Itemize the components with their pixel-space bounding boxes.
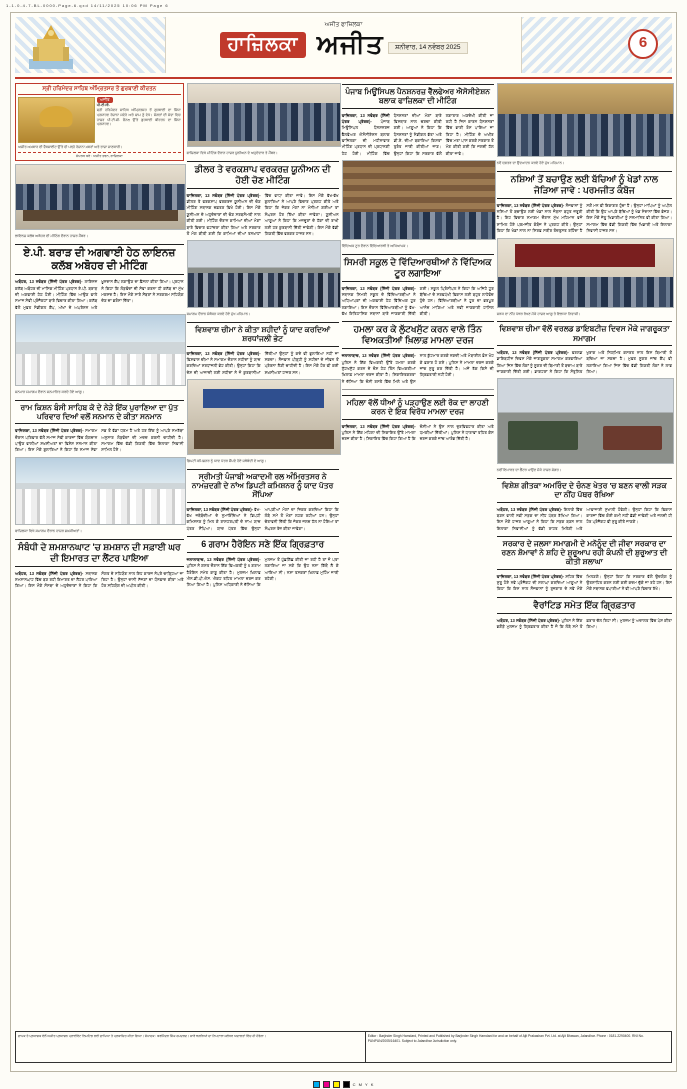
headline-a14: 6 ਗਰਾਮ ਹੈਰੋਇਨ ਸਣੇ ਇੱਕ ਗ੍ਰਿਫ਼ਤਾਰ — [187, 536, 339, 553]
photo-caption: ਸਮਾਗਮ ਦੌਰਾਨ ਸੰਬੋਧਨ ਕਰਦੇ ਹੋਏ ਮੁੱਖ ਮਹਿਮਾਨ। — [186, 312, 251, 317]
body-a5 — [342, 286, 494, 318]
body-a11 — [497, 507, 672, 532]
headline-a10: ਸ੍ਰੀਮਤੀ ਪੰਜਾਬੀ ਅਕਾਦਮੀ ਰਲ ਅੰਮ੍ਰਿਤਸਰ ਨੇ ਨਾਮਜ਼ਦਗੀ ਦੇ ਨਾਂਅ ਡਿਪਟੀ ਕਮਿਸ਼ਨਰ ਨੂੰ ਯਾਦ ਪੱਤਰ ਸੌਂਪਿਆ — [187, 469, 339, 503]
body-a12 — [497, 574, 672, 593]
ad-title: ਸ੍ਰੀ ਹਰਿਮੰਦਰ ਸਾਹਿਬ ਅੰਮ੍ਰਿਤਸਰ ਤੋਂ ਗੁਰਬਾਣੀ ਕੀਰਤਨ — [18, 86, 181, 95]
bodytext-a7: ਵਿਸ਼ਵਾਸ਼ ਚੀਮਾ ਨੇ ਸਮਾਗਮ ਦੌਰਾਨ ਸ਼ਹੀਦਾਂ ਨੂੰ ਯਾਦ ਕਰਦਿਆਂ ਸ਼ਰਧਾਂਜਲੀ ਭੇਟ ਕੀਤੀ। ਉਨ੍ਹਾਂ ਕਿਹਾ ਕਿ ਦੇਸ਼ ਦੀ ਆਜ਼ਾਦੀ ਲਈ ਸ਼ਹੀਦਾਂ ਨੇ ਜੋ ਕੁਰਬਾਨੀਆਂ ਦਿੱਤੀਆਂ ਉਨ੍ਹਾਂ ਨੂੰ ਕਦੇ ਵੀ ਭੁਲਾਇਆ ਨਹੀਂ ਜਾ ਸਕਦਾ। ਨੌਜਵਾਨ ਪੀੜ੍ਹੀ ਨੂੰ ਸ਼ਹੀਦਾਂ ਦੇ ਜੀਵਨ ਤੋਂ ਪ੍ਰੇਰਨਾ ਲੈਣੀ ਚਾਹੀਦੀ ਹੈ। ਇਸ ਮੌਕੇ ਹੋਰ ਵੀ ਕਈ ਸ਼ਖ਼ਸੀਅਤਾਂ ਹਾਜ਼ਰ ਸਨ। — [186, 350, 339, 375]
dateline-a5: ਫਾਜ਼ਿਲਕਾ, 13 ਨਵੰਬਰ (ਨਿੱਜੀ ਪੱਤਰ ਪ੍ਰੇਰਕ)- — [341, 285, 416, 291]
photo-ribbon-cutting — [497, 83, 674, 157]
headline-a3: ਨਸ਼ਿਆਂ ਤੋਂ ਬਚਾਉਣ ਲਈ ਬੱਚਿਆਂ ਨੂੰ ਖੇਡਾਂ ਨਾਲ ਜੋੜਿਆ ਜਾਵੇ : ਪਰਮਜੀਤ ਕੰਬੋਜ — [497, 171, 672, 199]
photo-caption: ਸੜਕ ਦਾ ਨੀਂਹ ਪੱਥਰ ਰੱਖਣ ਮੌਕੇ ਹਾਜ਼ਰ ਆਗੂ ਤੇ ਇਲਾਕਾ ਨਿਵਾਸੀ। — [496, 311, 581, 316]
page-number: 6 — [628, 29, 658, 59]
cyan-swatch — [313, 1081, 320, 1088]
dateline-a7: ਫਾਜ਼ਿਲਕਾ, 13 ਨਵੰਬਰ (ਨਿੱਜੀ ਪੱਤਰ ਪ੍ਰੇਰਕ)- — [186, 350, 261, 356]
headline-a11: ਵਿਸ਼ੇਸ਼ ਗੀਤਕਾ ਅਮਰਿੰਦ ਦੇ ਚੰਨਣ ਖੇਤਰ 'ਚ ਬਣਨ ਵਾਲੀ ਸੜਕ ਦਾ ਨੀਂਹ ਪੱਥਰ ਰੱਖਿਆ — [497, 478, 672, 503]
body-a15 — [342, 424, 494, 443]
photo-caption: ਸਨਮਾਨ ਸਮਾਗਮ ਦੌਰਾਨ ਸਨਮਾਨਿਤ ਕਰਦੇ ਹੋਏ ਆਗੂ। — [15, 390, 85, 395]
photo-caption: ਡਿਪਟੀ ਕਮਿਸ਼ਨਰ ਨੂੰ ਯਾਦ ਪੱਤਰ ਸੌਂਪਦੇ ਹੋਏ ਜਥੇਬੰਦੀ ਦੇ ਆਗੂ। — [186, 458, 267, 463]
photo-market-shop — [342, 160, 496, 240]
dateline-a14: ਜਲਾਲਾਬਾਦ, 13 ਨਵੰਬਰ (ਨਿੱਜੀ ਪੱਤਰ ਪ੍ਰੇਰਕ)- — [186, 556, 261, 562]
body-a2 — [342, 113, 494, 157]
body-a10 — [187, 507, 339, 532]
photo-office-handover — [187, 379, 341, 455]
photo-group-1 — [15, 314, 186, 386]
bodytext-a1: ਡੀਲਰ ਤੇ ਵਰਕਸ਼ਾਪ ਵਰਕਰਜ਼ ਯੂਨੀਅਨ ਦੀ ਚੋਣ ਮੀਟਿੰਗ ਸਥਾਨਕ ਦਫ਼ਤਰ ਵਿਖੇ ਹੋਈ। ਇਸ ਮੌਕੇ ਯੂਨੀਅਨ ਦੇ ਅਹੁਦੇਦਾਰਾਂ ਦੀ ਚੋਣ ਸਰਬਸੰਮਤੀ ਨਾਲ ਕੀਤੀ ਗਈ। ਮੀਟਿੰਗ ਦੌਰਾਨ ਕਾਮਿਆਂ ਦੀਆਂ ਮੰਗਾਂ ਬਾਰੇ ਵਿਚਾਰ ਵਟਾਂਦਰਾ ਕੀਤਾ ਗਿਆ ਅਤੇ ਸਰਕਾਰ ਤੋਂ ਮੰਗ ਕੀਤੀ ਗਈ ਕਿ ਕਾਮਿਆਂ ਦੀਆਂ ਤਨਖ਼ਾਹਾਂ ਵਿੱਚ ਵਾਧਾ ਕੀਤਾ ਜਾਵੇ। ਇਸ ਮੌਕੇ ਵੱਖ-ਵੱਖ ਬੁਲਾਰਿਆਂ ਨੇ ਆਪਣੇ ਵਿਚਾਰ ਪ੍ਰਗਟ ਕੀਤੇ ਅਤੇ ਕਿਹਾ ਕਿ ਜੇਕਰ ਮੰਗਾਂ ਨਾ ਮੰਨੀਆਂ ਗਈਆਂ ਤਾਂ ਸੰਘਰਸ਼ ਹੋਰ ਤਿੱਖਾ ਕੀਤਾ ਜਾਵੇਗਾ। ਯੂਨੀਅਨ ਆਗੂਆਂ ਨੇ ਕਿਹਾ ਕਿ ਮਜ਼ਦੂਰਾਂ ਦੇ ਹੱਕਾਂ ਦੀ ਰਾਖੀ ਲਈ ਹਰ ਕੁਰਬਾਨੀ ਦਿੱਤੀ ਜਾਵੇਗੀ। ਇਸ ਮੌਕੇ ਵੱਡੀ ਗਿਣਤੀ ਵਿੱਚ ਵਰਕਰ ਹਾਜ਼ਰ ਸਨ। — [186, 192, 339, 236]
dateline-a3: ਫਾਜ਼ਿਲਕਾ, 13 ਨਵੰਬਰ (ਨਿੱਜੀ ਪੱਤਰ ਪ੍ਰੇਰਕ)- — [496, 202, 565, 208]
ad-text-2: ਅਜੀਤ ਅਖ਼ਬਾਰ ਦੀ ਵੈੱਬਸਾਈਟ ਉੱਤੇ ਵੀ ਪੜ੍ਹੋ ਰੋਜ਼ਾਨਾ ਖ਼ਬਰਾਂ ਅਤੇ ਤਾਜ਼ਾ ਜਾਣਕਾਰੀ। — [18, 144, 123, 149]
cmyk-label: C M Y K — [352, 1081, 375, 1087]
body-a1 — [187, 193, 339, 237]
photo-award-ceremony — [187, 83, 341, 147]
column-1 — [15, 83, 184, 1029]
bodytext-a9: ਸਮਾਗਮ ਦੌਰਾਨ ਪਰਿਵਾਰ ਵੱਲੋਂ ਸਮਾਜ ਸੇਵੀ ਕਾਰਜਾਂ ਵਿੱਚ ਯੋਗਦਾਨ ਪਾਉਣ ਵਾਲੀਆਂ ਸ਼ਖ਼ਸੀਅਤਾਂ ਦਾ ਵਿਸ਼ੇਸ਼ ਸਨਮਾਨ ਕੀਤਾ ਗਿਆ। ਇਸ ਮੌਕੇ ਬੁਲਾਰਿਆਂ ਨੇ ਕਿਹਾ ਕਿ ਸਮਾਜ ਸੇਵਾ ਸਭ ਤੋਂ ਵੱਡਾ ਧਰਮ ਹੈ ਅਤੇ ਹਰ ਇੱਕ ਨੂੰ ਆਪਣੇ ਸਮਰੱਥਾ ਅਨੁਸਾਰ ਲੋੜਵੰਦਾਂ ਦੀ ਮਦਦ ਕਰਨੀ ਚਾਹੀਦੀ ਹੈ। ਸਮਾਗਮ ਵਿੱਚ ਵੱਡੀ ਗਿਣਤੀ ਵਿੱਚ ਇਲਾਕਾ ਨਿਵਾਸੀ ਸ਼ਾਮਿਲ ਹੋਏ। — [15, 428, 184, 453]
headline-a6: ਹਮਲਾ ਕਰ ਕੇ ਲੁੱਟਖਸੁੱਟ ਕਰਨ ਵਾਲੇ ਤਿੰਨ ਵਿਅਕਤੀਆਂ ਖ਼ਿਲਾਫ਼ ਮਾਮਲਾ ਦਰਜ — [342, 321, 494, 349]
headline-a8: ਵਿਸ਼ਵਾਸ਼ ਚੀਮਾ ਵੱਲੋਂ ਵਰਲਡ ਡਾਇਬਟੀਜ਼ ਦਿਵਸ ਮੌਕੇ ਜਾਗਰੂਕਤਾ ਸਮਾਗਮ — [497, 321, 672, 346]
dateline-a1: ਫਾਜ਼ਿਲਕਾ, 13 ਨਵੰਬਰ (ਨਿੱਜੀ ਪੱਤਰ ਪ੍ਰੇਰਕ)- — [186, 192, 261, 198]
bodytext-a3: ਨੌਜਵਾਨਾਂ ਨੂੰ ਨਸ਼ਿਆਂ ਤੋਂ ਬਚਾਉਣ ਲਈ ਖੇਡਾਂ ਨਾਲ ਜੋੜਨਾ ਬਹੁਤ ਜ਼ਰੂਰੀ ਹੈ। ਇਹ ਵਿਚਾਰ ਸਮਾਗਮ ਦੌਰਾਨ ਮੁੱਖ ਮਹਿਮਾਨ ਵਜੋਂ ਸ਼ਾਮਿਲ ਹੋਏ ਪਰਮਜੀਤ ਕੰਬੋਜ ਨੇ ਪ੍ਰਗਟ ਕੀਤੇ। ਉਨ੍ਹਾਂ ਕਿਹਾ ਕਿ ਖੇਡਾਂ ਨਾਲ ਨਾ ਸਿਰਫ਼ ਸਰੀਰ ਤੰਦਰੁਸਤ ਰਹਿੰਦਾ ਹੈ ਸਗੋਂ ਮਨ ਵੀ ਇਕਾਗਰ ਹੁੰਦਾ ਹੈ। ਉਨ੍ਹਾਂ ਮਾਪਿਆਂ ਨੂੰ ਅਪੀਲ ਕੀਤੀ ਕਿ ਉਹ ਆਪਣੇ ਬੱਚਿਆਂ ਨੂੰ ਖੇਡ ਮੈਦਾਨਾਂ ਵਿੱਚ ਭੇਜਣ। ਇਸ ਮੌਕੇ ਜੇਤੂ ਖਿਡਾਰੀਆਂ ਨੂੰ ਸਨਮਾਨਿਤ ਵੀ ਕੀਤਾ ਗਿਆ। ਸਮਾਗਮ ਵਿੱਚ ਵੱਡੀ ਗਿਣਤੀ ਵਿੱਚ ਖਿਡਾਰੀ ਅਤੇ ਇਲਾਕਾ ਨਿਵਾਸੀ ਹਾਜ਼ਰ ਸਨ। — [496, 202, 672, 234]
photo-caption: ਨਵੀਂ ਇਮਾਰਤ ਦਾ ਲੈਂਟਰ ਪਾਉਣ ਮੌਕੇ ਹਾਜ਼ਰ ਸੰਗਤ। — [496, 468, 562, 473]
photo-caption: ਨਵੇਂ ਦਫ਼ਤਰ ਦਾ ਉਦਘਾਟਨ ਕਰਦੇ ਹੋਏ ਮੁੱਖ ਮਹਿਮਾਨ। — [496, 161, 565, 165]
bodytext-a16: ਪੁਲਿਸ ਨੇ ਇੱਕ ਭਗੌੜੇ ਮੁਲਜ਼ਮ ਨੂੰ ਗ੍ਰਿਫ਼ਤਾਰ ਕੀਤਾ ਹੈ ਜੋ ਕਿ ਲੰਬੇ ਸਮੇਂ ਤੋਂ ਫ਼ਰਾਰ ਚੱਲ ਰਿਹਾ ਸੀ। ਮੁਲਜ਼ਮ ਨੂੰ ਅਦਾਲਤ ਵਿੱਚ ਪੇਸ਼ ਕੀਤਾ ਗਿਆ। — [496, 617, 672, 630]
headline-a9: ਰਾਮ ਕਿਸ਼ਨ ਬੰਸੀ ਸਾਹਿਬ ਕੋ ਦੇ ਨੇੜੇ ਇੱਕ ਪੁਰਾਣਿਆ ਦਾ ਪੁੱਤ ਪਰਿਵਾਰ ਦਿਆਂ ਵਲੋਂ ਸਨਮਾਨ ਦੇ ਕੀਤਾ ਸਨਮਾਨ — [15, 400, 184, 425]
headline-a5: ਸਿਮਰੀ ਸਕੂਲ ਦੇ ਵਿੱਦਿਆਰਥੀਆਂ ਨੇ ਵਿੱਦਿਅਕ ਟੂਰ ਲਗਾਇਆ — [342, 254, 494, 282]
body-a7 — [187, 351, 339, 376]
dateline-a11: ਅਬੋਹਰ, 13 ਨਵੰਬਰ (ਨਿੱਜੀ ਪੱਤਰ ਪ੍ਰੇਰਕ)- — [496, 506, 563, 512]
body-a13 — [15, 571, 184, 590]
dateline-a2: ਫਾਜ਼ਿਲਕਾ, 13 ਨਵੰਬਰ (ਨਿੱਜੀ ਪੱਤਰ ਪ੍ਰੇਰਕ)- — [341, 112, 390, 124]
headline-a2: ਪੰਜਾਬ ਮਿਊਂਸਿਪਲ ਪੈਨਸ਼ਨਰਜ਼ ਵੈੱਲਫੇਅਰ ਐਸੋਸੀਏਸ਼ਨ ਬਲਾਕ ਫਾਜ਼ਿਲਕਾ ਦੀ ਮੀਟਿੰਗ — [342, 84, 494, 109]
page-footer — [15, 1031, 672, 1067]
ad-channel: ਪੀ.ਟੀ.ਸੀ. — [96, 102, 110, 107]
photo-road-vehicles — [497, 378, 674, 464]
ad-image-golden-temple — [18, 97, 95, 143]
body-a9 — [15, 428, 184, 453]
body-a3 — [497, 203, 672, 235]
body-a4 — [15, 279, 184, 311]
headline-a7: ਵਿਸ਼ਵਾਸ਼ ਚੀਮਾ ਨੇ ਕੀਤਾ ਸ਼ਹੀਦਾਂ ਨੂੰ ਯਾਦ ਕਰਦਿਆਂ ਸ਼ਰਧਾਂਜਲੀ ਭੇਟ — [187, 322, 339, 347]
dateline-a16: ਅਬੋਹਰ, 13 ਨਵੰਬਰ (ਨਿੱਜੀ ਪੱਤਰ ਪ੍ਰੇਰਕ)- — [496, 617, 561, 623]
photo-caption: ਫਾਜ਼ਿਲਕਾ ਵਿਖੇ ਸਮਾਗਮ ਦੌਰਾਨ ਹਾਜ਼ਰ ਸ਼ਖ਼ਸੀਅਤਾਂ। — [15, 528, 82, 533]
headline-a1: ਡੀਲਰ ਤੇ ਵਰਕਸ਼ਾਪ ਵਰਕਰਜ਼ ਯੂਨੀਅਨ ਦੀ ਹੋਈ ਚੋਣ ਮੀਟਿੰਗ — [187, 161, 339, 189]
masthead-brand-black: ਅਜੀਤ — [316, 29, 384, 59]
dateline-a12: ਫਾਜ਼ਿਲਕਾ, 13 ਨਵੰਬਰ (ਨਿੱਜੀ ਪੱਤਰ ਪ੍ਰੇਰਕ)- — [496, 573, 564, 579]
body-a14 — [187, 557, 339, 589]
dateline-a6: ਜਲਾਲਾਬਾਦ, 13 ਨਵੰਬਰ (ਨਿੱਜੀ ਪੱਤਰ ਪ੍ਰੇਰਕ)- — [341, 353, 416, 359]
bodytext-a15: ਪੁਲਿਸ ਨੇ ਇੱਕ ਮਹਿਲਾ ਦੀ ਸ਼ਿਕਾਇਤ ਉੱਤੇ ਮਾਮਲਾ ਦਰਜ ਕੀਤਾ ਹੈ। ਸ਼ਿਕਾਇਤ ਵਿੱਚ ਕਿਹਾ ਗਿਆ ਹੈ ਕਿ ਦੋਸ਼ੀਆਂ ਨੇ ਉਸ ਨਾਲ ਦੁਰਵਿਵਹਾਰ ਕੀਤਾ ਅਤੇ ਧਮਕੀਆਂ ਦਿੱਤੀਆਂ। ਪੁਲਿਸ ਨੇ ਧਾਰਾਵਾਂ ਤਹਿਤ ਕੇਸ ਦਰਜ ਕਰਕੇ ਜਾਂਚ ਆਰੰਭ ਦਿੱਤੀ ਹੈ। — [341, 423, 494, 442]
dateline-a8: ਅਬੋਹਰ, 13 ਨਵੰਬਰ (ਨਿੱਜੀ ਪੱਤਰ ਪ੍ਰੇਰਕ)- — [496, 349, 569, 355]
bodytext-a11: ਇਲਾਕੇ ਵਿੱਚ ਬਣਨ ਵਾਲੀ ਨਵੀਂ ਸੜਕ ਦਾ ਨੀਂਹ ਪੱਥਰ ਰੱਖਿਆ ਗਿਆ। ਇਸ ਮੌਕੇ ਹਾਜ਼ਰ ਆਗੂਆਂ ਨੇ ਕਿਹਾ ਕਿ ਸੜਕ ਬਣਨ ਨਾਲ ਇਲਾਕਾ ਨਿਵਾਸੀਆਂ ਨੂੰ ਵੱਡੀ ਰਾਹਤ ਮਿਲੇਗੀ ਅਤੇ ਆਵਾਜਾਈ ਸੁਖਾਲੀ ਹੋਵੇਗੀ। ਉਨ੍ਹਾਂ ਕਿਹਾ ਕਿ ਵਿਕਾਸ ਕਾਰਜਾਂ ਵਿੱਚ ਕੋਈ ਕਮੀ ਨਹੀਂ ਛੱਡੀ ਜਾਵੇਗੀ ਅਤੇ ਜਲਦੀ ਹੀ ਹੋਰ ਪ੍ਰੋਜੈਕਟ ਵੀ ਸ਼ੁਰੂ ਕੀਤੇ ਜਾਣਗੇ। — [496, 506, 672, 531]
color-bar — [0, 1079, 687, 1089]
dateline-a15: ਫਾਜ਼ਿਲਕਾ, 13 ਨਵੰਬਰ (ਨਿੱਜੀ ਪੱਤਰ ਪ੍ਰੇਰਕ)- — [341, 423, 416, 429]
photo-group-2 — [15, 457, 186, 525]
masthead-center — [164, 21, 524, 61]
column-4 — [497, 83, 672, 1029]
bodytext-a6: ਪੁਲਿਸ ਨੇ ਇੱਕ ਵਿਅਕਤੀ ਉੱਤੇ ਹਮਲਾ ਕਰਕੇ ਲੁੱਟਖਸੁੱਟ ਕਰਨ ਦੇ ਦੋਸ਼ ਹੇਠ ਤਿੰਨ ਵਿਅਕਤੀਆਂ ਖ਼ਿਲਾਫ਼ ਮਾਮਲਾ ਦਰਜ ਕੀਤਾ ਹੈ। ਸ਼ਿਕਾਇਤਕਰਤਾ ਨੇ ਦੱਸਿਆ ਕਿ ਦੋਸ਼ੀ ਰਸਤੇ ਵਿੱਚ ਮਿਲੇ ਅਤੇ ਉਸ ਨਾਲ ਕੁੱਟਮਾਰ ਕਰਕੇ ਨਕਦੀ ਅਤੇ ਮੋਬਾਈਲ ਫ਼ੋਨ ਖੋਹ ਕੇ ਫ਼ਰਾਰ ਹੋ ਗਏ। ਪੁਲਿਸ ਨੇ ਮਾਮਲਾ ਦਰਜ ਕਰਕੇ ਜਾਂਚ ਸ਼ੁਰੂ ਕਰ ਦਿੱਤੀ ਹੈ। ਅਜੇ ਤੱਕ ਕਿਸੇ ਦੀ ਗ੍ਰਿਫ਼ਤਾਰੀ ਨਹੀਂ ਹੋਈ। — [341, 353, 494, 384]
magenta-swatch — [323, 1081, 330, 1088]
column-2 — [187, 83, 339, 1029]
headline-a4: ਏ.ਪੀ. ਬਰਾੜ ਦੀ ਅਗਵਾਈ ਹੇਠ ਲਾਇਨਜ਼ ਕਲੱਬ ਅਬੋਹਰ ਦੀ ਮੀਟਿੰਗ — [15, 244, 184, 276]
photo-caption: ਲਾਇਨਜ਼ ਕਲੱਬ ਅਬੋਹਰ ਦੀ ਮੀਟਿੰਗ ਦੌਰਾਨ ਹਾਜ਼ਰ ਮੈਂਬਰ। — [15, 233, 88, 238]
body-a6 — [342, 353, 494, 385]
footer-punjabi-imprint: ਛਾਪਕ ਤੇ ਪ੍ਰਕਾਸ਼ਕ ਵੱਲੋਂ ਅਜੀਤ ਪ੍ਰਕਾਸ਼ਨ ਪ੍ਰਾਈਵੇਟ ਲਿਮਟਿਡ ਲਈ ਛਾਪਿਆ ਤੇ ਪ੍ਰਕਾਸ਼ਿਤ ਕੀਤਾ ਗਿਆ। ਸੰਪਾਦਕ : ਬਰਜਿੰਦਰ ਸਿੰਘ ਹਮਦਰਦ। ਸਾਰੇ ਝਗੜਿਆਂ ਦਾ ਨਿਪਟਾਰਾ ਜਲੰਧਰ ਅਦਾਲਤਾਂ ਵਿੱਚ ਹੀ ਹੋਵੇਗਾ। — [16, 1032, 366, 1062]
masthead-brand-red: ਹਾਜ਼ਿਲਕਾ — [220, 32, 307, 58]
crop-marks: 1-1-0-4-7-BL-0000-Page-6.qxd 14/11/2025 10:06 PM Page 6 — [6, 3, 169, 8]
photo-caption: ਫਾਜ਼ਿਲਕਾ ਵਿਖੇ ਮੀਟਿੰਗ ਦੌਰਾਨ ਹਾਜ਼ਰ ਯੂਨੀਅਨ ਦੇ ਅਹੁਦੇਦਾਰ ਤੇ ਮੈਂਬਰ। — [186, 151, 278, 155]
page-sheet — [10, 12, 677, 1072]
bodytext-a4: ਲਾਇਨਜ਼ ਕਲੱਬ ਅਬੋਹਰ ਦੀ ਮਾਸਿਕ ਮੀਟਿੰਗ ਪ੍ਰਧਾਨ ਏ.ਪੀ. ਬਰਾੜ ਦੀ ਅਗਵਾਈ ਹੇਠ ਹੋਈ। ਮੀਟਿੰਗ ਵਿੱਚ ਆਉਣ ਵਾਲੇ ਸਮਾਜ ਸੇਵੀ ਪ੍ਰੋਜੈਕਟਾਂ ਬਾਰੇ ਵਿਚਾਰ ਕੀਤਾ ਗਿਆ। ਕਲੱਬ ਵੱਲੋਂ ਮੁਫ਼ਤ ਮੈਡੀਕਲ ਕੈਂਪ, ਅੱਖਾਂ ਦੇ ਅਪਰੇਸ਼ਨ ਅਤੇ ਖ਼ੂਨਦਾਨ ਕੈਂਪ ਲਗਾਉਣ ਦਾ ਫ਼ੈਸਲਾ ਕੀਤਾ ਗਿਆ। ਪ੍ਰਧਾਨ ਨੇ ਕਿਹਾ ਕਿ ਲੋੜਵੰਦਾਂ ਦੀ ਸੇਵਾ ਕਰਨਾ ਹੀ ਕਲੱਬ ਦਾ ਮੁੱਖ ਮਕਸਦ ਹੈ। ਇਸ ਮੌਕੇ ਸਾਰੇ ਮੈਂਬਰਾਂ ਨੇ ਸਰਗਰਮ ਸਹਿਯੋਗ ਦੇਣ ਦਾ ਭਰੋਸਾ ਦਿੱਤਾ। — [15, 279, 184, 310]
footer-english-imprint: Editor : Barjinder Singh Hamdard, Printed and Published by Barjinder Singh Hamdard for and on behalf of Ajit Prakashan Pvt. Ltd. at Ajit Bhawan, Jalandhar. Phone : 0181-2290400. RNI No. PUNPUN/2005/16401. Subject to Jalandhar Jurisdiction only. — [367, 1034, 644, 1043]
headline-a13: ਸੰਬੰਧੀ ਦੇ ਸ਼ਮਸ਼ਾਨਘਾਟ 'ਚ ਸ਼ਮਸ਼ਾਨ ਦੀ ਸਫ਼ਾਈ ਘਰ ਦੀ ਇਮਾਰਤ ਦਾ ਲੈਂਟਰ ਪਾਇਆ — [15, 539, 184, 567]
body-a16 — [497, 618, 672, 631]
masthead-date: ਸ਼ਨੀਵਾਰ, 14 ਨਵੰਬਰ 2025 — [388, 42, 467, 54]
headline-a15: ਮਹਿਲਾ ਵੱਲੋਂ ਧੀਆਂ ਨੂੰ ਪੜ੍ਹਾਉਣ ਲਈ ਰੋਕ ਦਾ ਲਾਹਣੀ ਕਰਨ ਦੇ ਇਕ ਵਿਰੋਧ ਮਾਮਲਾ ਦਰਜ — [342, 395, 494, 420]
headline-a12: ਸਰਕਾਰ ਦੇ ਜਲਸਾ ਸਮਾਗਮੀ ਦੇ ਮਨੋਨੂੰਦ ਦੀ ਜੀਵਾ ਸਰਕਾਰ ਦਾ ਰਣਨ ਸ਼ੋਮਾਵਾਂ ਨੇ ਸ਼ਹਿ ਦੇ ਸ਼ੁਰੂਆਪ ਰਹੀ ਕੰਪਨੀ ਦੀ ਸ਼ੁਰੂਆਤ ਦੀ ਕੀਤੀ ਸ਼ਲਾਘਾ — [497, 536, 672, 570]
bodytext-a12: ਸ਼ਹਿਰ ਵਿੱਚ ਸ਼ੁਰੂ ਹੋਏ ਨਵੇਂ ਪ੍ਰੋਜੈਕਟ ਦੀ ਸ਼ਲਾਘਾ ਕਰਦਿਆਂ ਆਗੂਆਂ ਨੇ ਕਿਹਾ ਕਿ ਇਸ ਨਾਲ ਨੌਜਵਾਨਾਂ ਨੂੰ ਰੁਜ਼ਗਾਰ ਦੇ ਨਵੇਂ ਮੌਕੇ ਮਿਲਣਗੇ। ਉਨ੍ਹਾਂ ਕਿਹਾ ਕਿ ਸਰਕਾਰ ਵੱਲੋਂ ਉਦਯੋਗ ਨੂੰ ਉਤਸ਼ਾਹਿਤ ਕਰਨ ਲਈ ਕਈ ਕਦਮ ਚੁੱਕੇ ਜਾ ਰਹੇ ਹਨ। ਇਸ ਮੌਕੇ ਸਥਾਨਕ ਵਪਾਰੀਆਂ ਨੇ ਵੀ ਆਪਣੇ ਵਿਚਾਰ ਰੱਖੇ। — [496, 573, 672, 592]
photo-lions-meeting — [15, 164, 186, 230]
black-swatch — [343, 1081, 350, 1088]
bodytext-a2: ਪੰਜਾਬ ਮਿਊਂਸਿਪਲ ਪੈਨਸ਼ਨਰਜ਼ ਵੈੱਲਫੇਅਰ ਐਸੋਸੀਏਸ਼ਨ ਬਲਾਕ ਫਾਜ਼ਿਲਕਾ ਦੀ ਮਹੀਨਾਵਾਰ ਮੀਟਿੰਗ ਪ੍ਰਧਾਨ ਦੀ ਪ੍ਰਧਾਨਗੀ ਹੇਠ ਹੋਈ। ਮੀਟਿੰਗ ਵਿੱਚ ਪੈਨਸ਼ਨਰਾਂ ਦੀਆਂ ਮੰਗਾਂ ਬਾਰੇ ਵਿਸਥਾਰ ਨਾਲ ਚਰਚਾ ਕੀਤੀ ਗਈ। ਆਗੂਆਂ ਨੇ ਕਿਹਾ ਕਿ ਪੈਨਸ਼ਨਰਾਂ ਨੂੰ ਮੈਡੀਕਲ ਭੱਤਾ ਅਤੇ ਡੀ.ਏ. ਦੀਆਂ ਬਕਾਇਆ ਕਿਸ਼ਤਾਂ ਤੁਰੰਤ ਜਾਰੀ ਕੀਤੀਆਂ ਜਾਣ। ਉਨ੍ਹਾਂ ਕਿਹਾ ਕਿ ਸਰਕਾਰ ਵੱਲੋਂ ਲਗਾਤਾਰ ਅਣਦੇਖੀ ਕੀਤੀ ਜਾ ਰਹੀ ਹੈ ਜਿਸ ਕਾਰਨ ਪੈਨਸ਼ਨਰਾਂ ਵਿੱਚ ਭਾਰੀ ਰੋਸ ਪਾਇਆ ਜਾ ਰਿਹਾ ਹੈ। ਮੀਟਿੰਗ ਦੇ ਅਖੀਰ ਵਿੱਚ ਮਤਾ ਪਾਸ ਕਰਕੇ ਸਰਕਾਰ ਤੋਂ ਮੰਗ ਕੀਤੀ ਗਈ ਕਿ ਜਲਦੀ ਹੱਲ ਕੀਤਾ ਜਾਵੇ। — [341, 112, 494, 156]
ad-body — [97, 97, 181, 143]
bodytext-a13: ਸਥਾਨਕ ਸ਼ਮਸ਼ਾਨਘਾਟ ਵਿੱਚ ਬਣ ਰਹੀ ਇਮਾਰਤ ਦਾ ਲੈਂਟਰ ਪਾਇਆ ਗਿਆ। ਇਸ ਮੌਕੇ ਸੰਸਥਾ ਦੇ ਅਹੁਦੇਦਾਰਾਂ ਨੇ ਕਿਹਾ ਕਿ ਸੰਗਤ ਦੇ ਸਹਿਯੋਗ ਨਾਲ ਇਹ ਕਾਰਜ ਨੇਪਰੇ ਚਾੜ੍ਹਿਆ ਜਾ ਰਿਹਾ ਹੈ। ਉਨ੍ਹਾਂ ਦਾਨੀ ਸੱਜਣਾਂ ਦਾ ਧੰਨਵਾਦ ਕੀਤਾ ਅਤੇ ਹੋਰ ਸਹਿਯੋਗ ਦੀ ਅਪੀਲ ਕੀਤੀ। — [15, 570, 184, 589]
photo-street-crowd — [187, 240, 341, 308]
advertisement-gurbani[interactable] — [15, 83, 184, 161]
dateline-a4: ਅਬੋਹਰ, 13 ਨਵੰਬਰ (ਨਿੱਜੀ ਪੱਤਰ ਪ੍ਰੇਰਕ)- — [15, 279, 83, 285]
bodytext-a14: ਪੁਲਿਸ ਨੇ ਗਸ਼ਤ ਦੌਰਾਨ ਇੱਕ ਵਿਅਕਤੀ ਨੂੰ 6 ਗਰਾਮ ਹੈਰੋਇਨ ਸਮੇਤ ਕਾਬੂ ਕੀਤਾ ਹੈ। ਮੁਲਜ਼ਮ ਖ਼ਿਲਾਫ਼ ਐਨ.ਡੀ.ਪੀ.ਐਸ. ਐਕਟ ਤਹਿਤ ਮਾਮਲਾ ਦਰਜ ਕਰ ਲਿਆ ਗਿਆ ਹੈ। ਪੁਲਿਸ ਅਧਿਕਾਰੀ ਨੇ ਦੱਸਿਆ ਕਿ ਮੁਲਜ਼ਮ ਤੋਂ ਪੁੱਛਗਿੱਛ ਕੀਤੀ ਜਾ ਰਹੀ ਹੈ ਤਾਂ ਜੋ ਪਤਾ ਲਗਾਇਆ ਜਾ ਸਕੇ ਕਿ ਉਹ ਨਸ਼ਾ ਕਿੱਥੋਂ ਲੈ ਕੇ ਆਇਆ ਸੀ। ਨਸ਼ਾ ਤਸਕਰਾਂ ਖ਼ਿਲਾਫ਼ ਮੁਹਿੰਮ ਜਾਰੀ ਰਹੇਗੀ। — [186, 556, 339, 588]
dateline-a13: ਅਬੋਹਰ, 13 ਨਵੰਬਰ (ਨਿੱਜੀ ਪੱਤਰ ਪ੍ਰੇਰਕ)- — [15, 570, 84, 576]
golden-temple-icon — [29, 23, 73, 69]
headline-a16: ਵੈਰਾਂਟਿਡ ਸਮੇਤ ਇੱਕ ਗ੍ਰਿਫ਼ਤਾਰ — [497, 597, 672, 614]
bodytext-a10: ਵੱਖ-ਵੱਖ ਜਥੇਬੰਦੀਆਂ ਦੇ ਨੁਮਾਇੰਦਿਆਂ ਨੇ ਡਿਪਟੀ ਕਮਿਸ਼ਨਰ ਨੂੰ ਮਿਲ ਕੇ ਰਾਸ਼ਟਰਪਤੀ ਦੇ ਨਾਂਅ ਯਾਦ ਪੱਤਰ ਸੌਂਪਿਆ। ਯਾਦ ਪੱਤਰ ਵਿੱਚ ਉਨ੍ਹਾਂ ਆਪਣੀਆਂ ਮੰਗਾਂ ਦਾ ਜ਼ਿਕਰ ਕਰਦਿਆਂ ਕਿਹਾ ਕਿ ਲੰਬੇ ਸਮੇਂ ਤੋਂ ਮੰਗਾਂ ਲਟਕ ਰਹੀਆਂ ਹਨ। ਉਨ੍ਹਾਂ ਚੇਤਾਵਨੀ ਦਿੱਤੀ ਕਿ ਜੇਕਰ ਜਲਦ ਹੱਲ ਨਾ ਹੋਇਆ ਤਾਂ ਸੰਘਰਸ਼ ਤੇਜ਼ ਕੀਤਾ ਜਾਵੇਗਾ। — [186, 506, 339, 531]
photo-diabetes-event — [497, 238, 674, 308]
ad-footer: ਸੰਪਰਕ ਕਰੋ : ਅਜੀਤ ਭਵਨ, ਫਾਜ਼ਿਲਕਾ — [18, 152, 181, 158]
dateline-a10: ਫਾਜ਼ਿਲਕਾ, 13 ਨਵੰਬਰ (ਨਿੱਜੀ ਪੱਤਰ ਪ੍ਰੇਰਕ)- — [186, 506, 253, 512]
bodytext-a5: ਸਥਾਨਕ ਸਿਮਰੀ ਸਕੂਲ ਦੇ ਵਿੱਦਿਆਰਥੀਆਂ ਨੇ ਅਧਿਆਪਕਾਂ ਦੀ ਅਗਵਾਈ ਹੇਠ ਵਿੱਦਿਅਕ ਟੂਰ ਲਗਾਇਆ। ਇਸ ਦੌਰਾਨ ਵਿੱਦਿਆਰਥੀਆਂ ਨੂੰ ਵੱਖ-ਵੱਖ ਇਤਿਹਾਸਿਕ ਸਥਾਨਾਂ ਬਾਰੇ ਜਾਣਕਾਰੀ ਦਿੱਤੀ ਗਈ। ਸਕੂਲ ਪ੍ਰਿੰਸੀਪਲ ਨੇ ਕਿਹਾ ਕਿ ਅਜਿਹੇ ਟੂਰ ਬੱਚਿਆਂ ਦੇ ਸਰਵਪੱਖੀ ਵਿਕਾਸ ਲਈ ਬਹੁਤ ਲਾਹੇਵੰਦ ਹੁੰਦੇ ਹਨ। ਵਿੱਦਿਆਰਥੀਆਂ ਨੇ ਟੂਰ ਦਾ ਭਰਪੂਰ ਆਨੰਦ ਮਾਣਿਆ ਅਤੇ ਨਵੀਂ ਜਾਣਕਾਰੀ ਹਾਸਿਲ ਕੀਤੀ। — [341, 285, 494, 317]
body-a8 — [497, 350, 672, 375]
masthead — [15, 17, 672, 79]
ad-text-1: ਸ੍ਰੀ ਹਰਿਮੰਦਰ ਸਾਹਿਬ ਅੰਮ੍ਰਿਤਸਰ ਤੋਂ ਗੁਰਬਾਣੀ ਦਾ ਸਿੱਧਾ ਪ੍ਰਸਾਰਣ ਰੋਜ਼ਾਨਾ ਸਵੇਰੇ ਅਤੇ ਸ਼ਾਮ ਨੂੰ ਵੇਖੋ। ਸੰਗਤਾਂ ਦੀ ਸੇਵਾ ਵਿਚ ਹਾਜ਼ਰ ਪੀ.ਟੀ.ਸੀ. ਚੈਨਲ ਉੱਤੇ ਗੁਰਬਾਣੀ ਕੀਰਤਨ ਦਾ ਸਿੱਧਾ ਪ੍ਰਸਾਰਣ। — [96, 107, 181, 127]
content-grid — [15, 83, 672, 1029]
masthead-top-small: ਅਜੀਤ ਫਾਜ਼ਿਲਕਾ — [324, 22, 363, 28]
column-3 — [342, 83, 494, 1029]
photo-caption: ਵਿੱਦਿਅਕ ਟੂਰ ਦੌਰਾਨ ਵਿੱਦਿਆਰਥੀ ਤੇ ਅਧਿਆਪਕ। — [341, 243, 408, 248]
ad-badge: ਅਜੀਤ — [97, 97, 113, 103]
yellow-swatch — [333, 1081, 340, 1088]
bodytext-a8: ਵਰਲਡ ਡਾਇਬਟੀਜ਼ ਦਿਵਸ ਮੌਕੇ ਜਾਗਰੂਕਤਾ ਸਮਾਗਮ ਕਰਵਾਇਆ ਗਿਆ ਜਿਸ ਵਿੱਚ ਲੋਕਾਂ ਨੂੰ ਸ਼ੂਗਰ ਦੀ ਬਿਮਾਰੀ ਤੋਂ ਬਚਾਅ ਬਾਰੇ ਜਾਣਕਾਰੀ ਦਿੱਤੀ ਗਈ। ਡਾਕਟਰਾਂ ਨੇ ਕਿਹਾ ਕਿ ਸੰਤੁਲਿਤ ਖੁਰਾਕ ਅਤੇ ਨਿਯਮਿਤ ਕਸਰਤ ਨਾਲ ਇਸ ਬਿਮਾਰੀ ਤੋਂ ਬਚਿਆ ਜਾ ਸਕਦਾ ਹੈ। ਮੁਫ਼ਤ ਸ਼ੂਗਰ ਜਾਂਚ ਕੈਂਪ ਵੀ ਲਗਾਇਆ ਗਿਆ ਜਿਸ ਵਿੱਚ ਵੱਡੀ ਗਿਣਤੀ ਲੋਕਾਂ ਨੇ ਲਾਭ ਲਿਆ। — [496, 349, 672, 374]
dateline-a9: ਫਾਜ਼ਿਲਕਾ, 13 ਨਵੰਬਰ (ਨਿੱਜੀ ਪੱਤਰ ਪ੍ਰੇਰਕ)- — [15, 428, 84, 434]
